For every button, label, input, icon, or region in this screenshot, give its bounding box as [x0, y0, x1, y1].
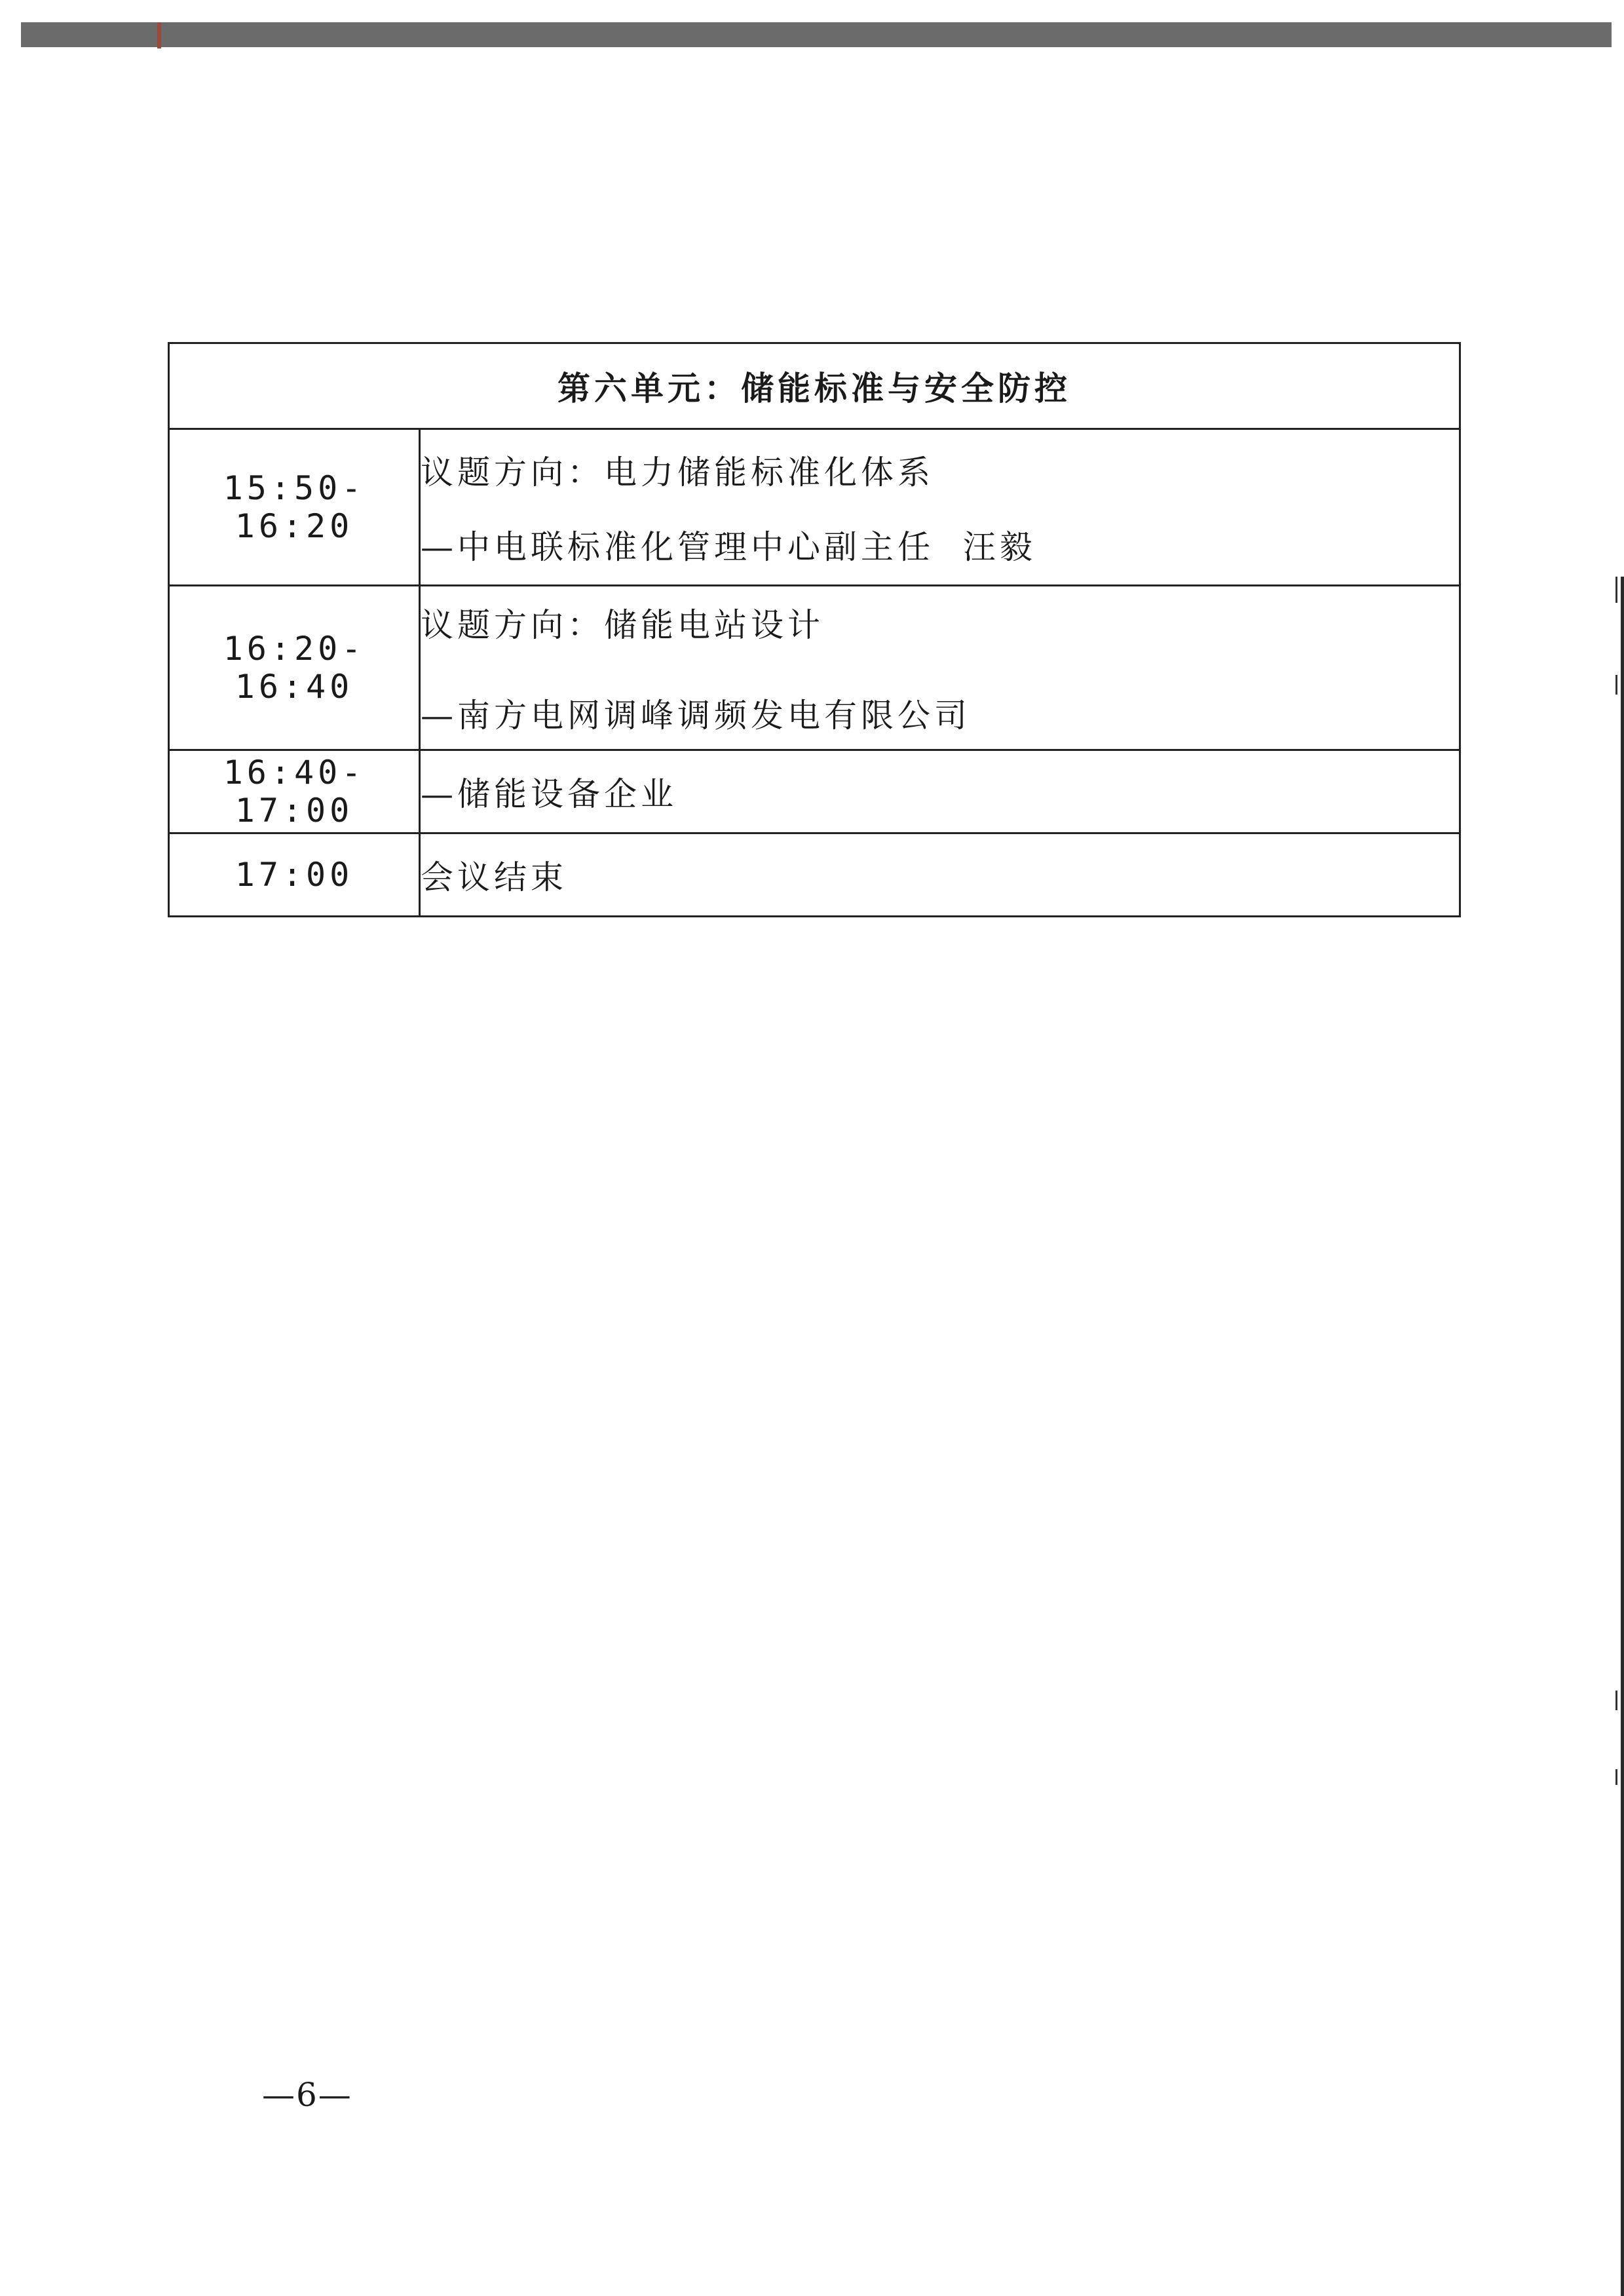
scan-right-edge: [1621, 577, 1624, 2296]
scan-edge-mark: [1615, 577, 1617, 603]
schedule-row: [169, 750, 1460, 833]
time-slot: 15:50-16:20: [169, 429, 420, 586]
speaker-line: —储能设备企业: [421, 775, 677, 813]
scan-top-border: [21, 22, 1612, 47]
scan-edge-mark: [1615, 675, 1617, 695]
closing-line: 会议结束: [421, 858, 567, 896]
schedule-row: [169, 833, 1460, 917]
speaker-line: —南方电网调峰调频发电有限公司: [421, 697, 971, 735]
agenda-content: [420, 429, 1460, 586]
topic-line: 议题方向：储能电站设计: [421, 606, 824, 644]
scan-edge-mark: [1615, 1691, 1617, 1710]
topic-line: 议题方向：电力储能标准化体系: [421, 453, 934, 491]
time-slot: 16:40-17:00: [169, 750, 420, 833]
agenda-content: [420, 750, 1460, 833]
time-slot: 17:00: [169, 833, 420, 917]
scan-top-mark: [157, 22, 161, 48]
scan-edge-mark: [1615, 1769, 1617, 1785]
session-header-row: [169, 343, 1460, 429]
page-number: —6—: [262, 2076, 352, 2114]
agenda-content: [420, 833, 1460, 917]
schedule-row: [169, 429, 1460, 586]
time-slot: 16:20-16:40: [169, 586, 420, 750]
agenda-content: [420, 586, 1460, 750]
session-schedule-table: [168, 342, 1461, 917]
speaker-line: —中电联标准化管理中心副主任 汪毅: [421, 528, 1036, 566]
schedule-row: [169, 586, 1460, 750]
session-title: 第六单元：储能标准与安全防控: [169, 343, 1460, 429]
